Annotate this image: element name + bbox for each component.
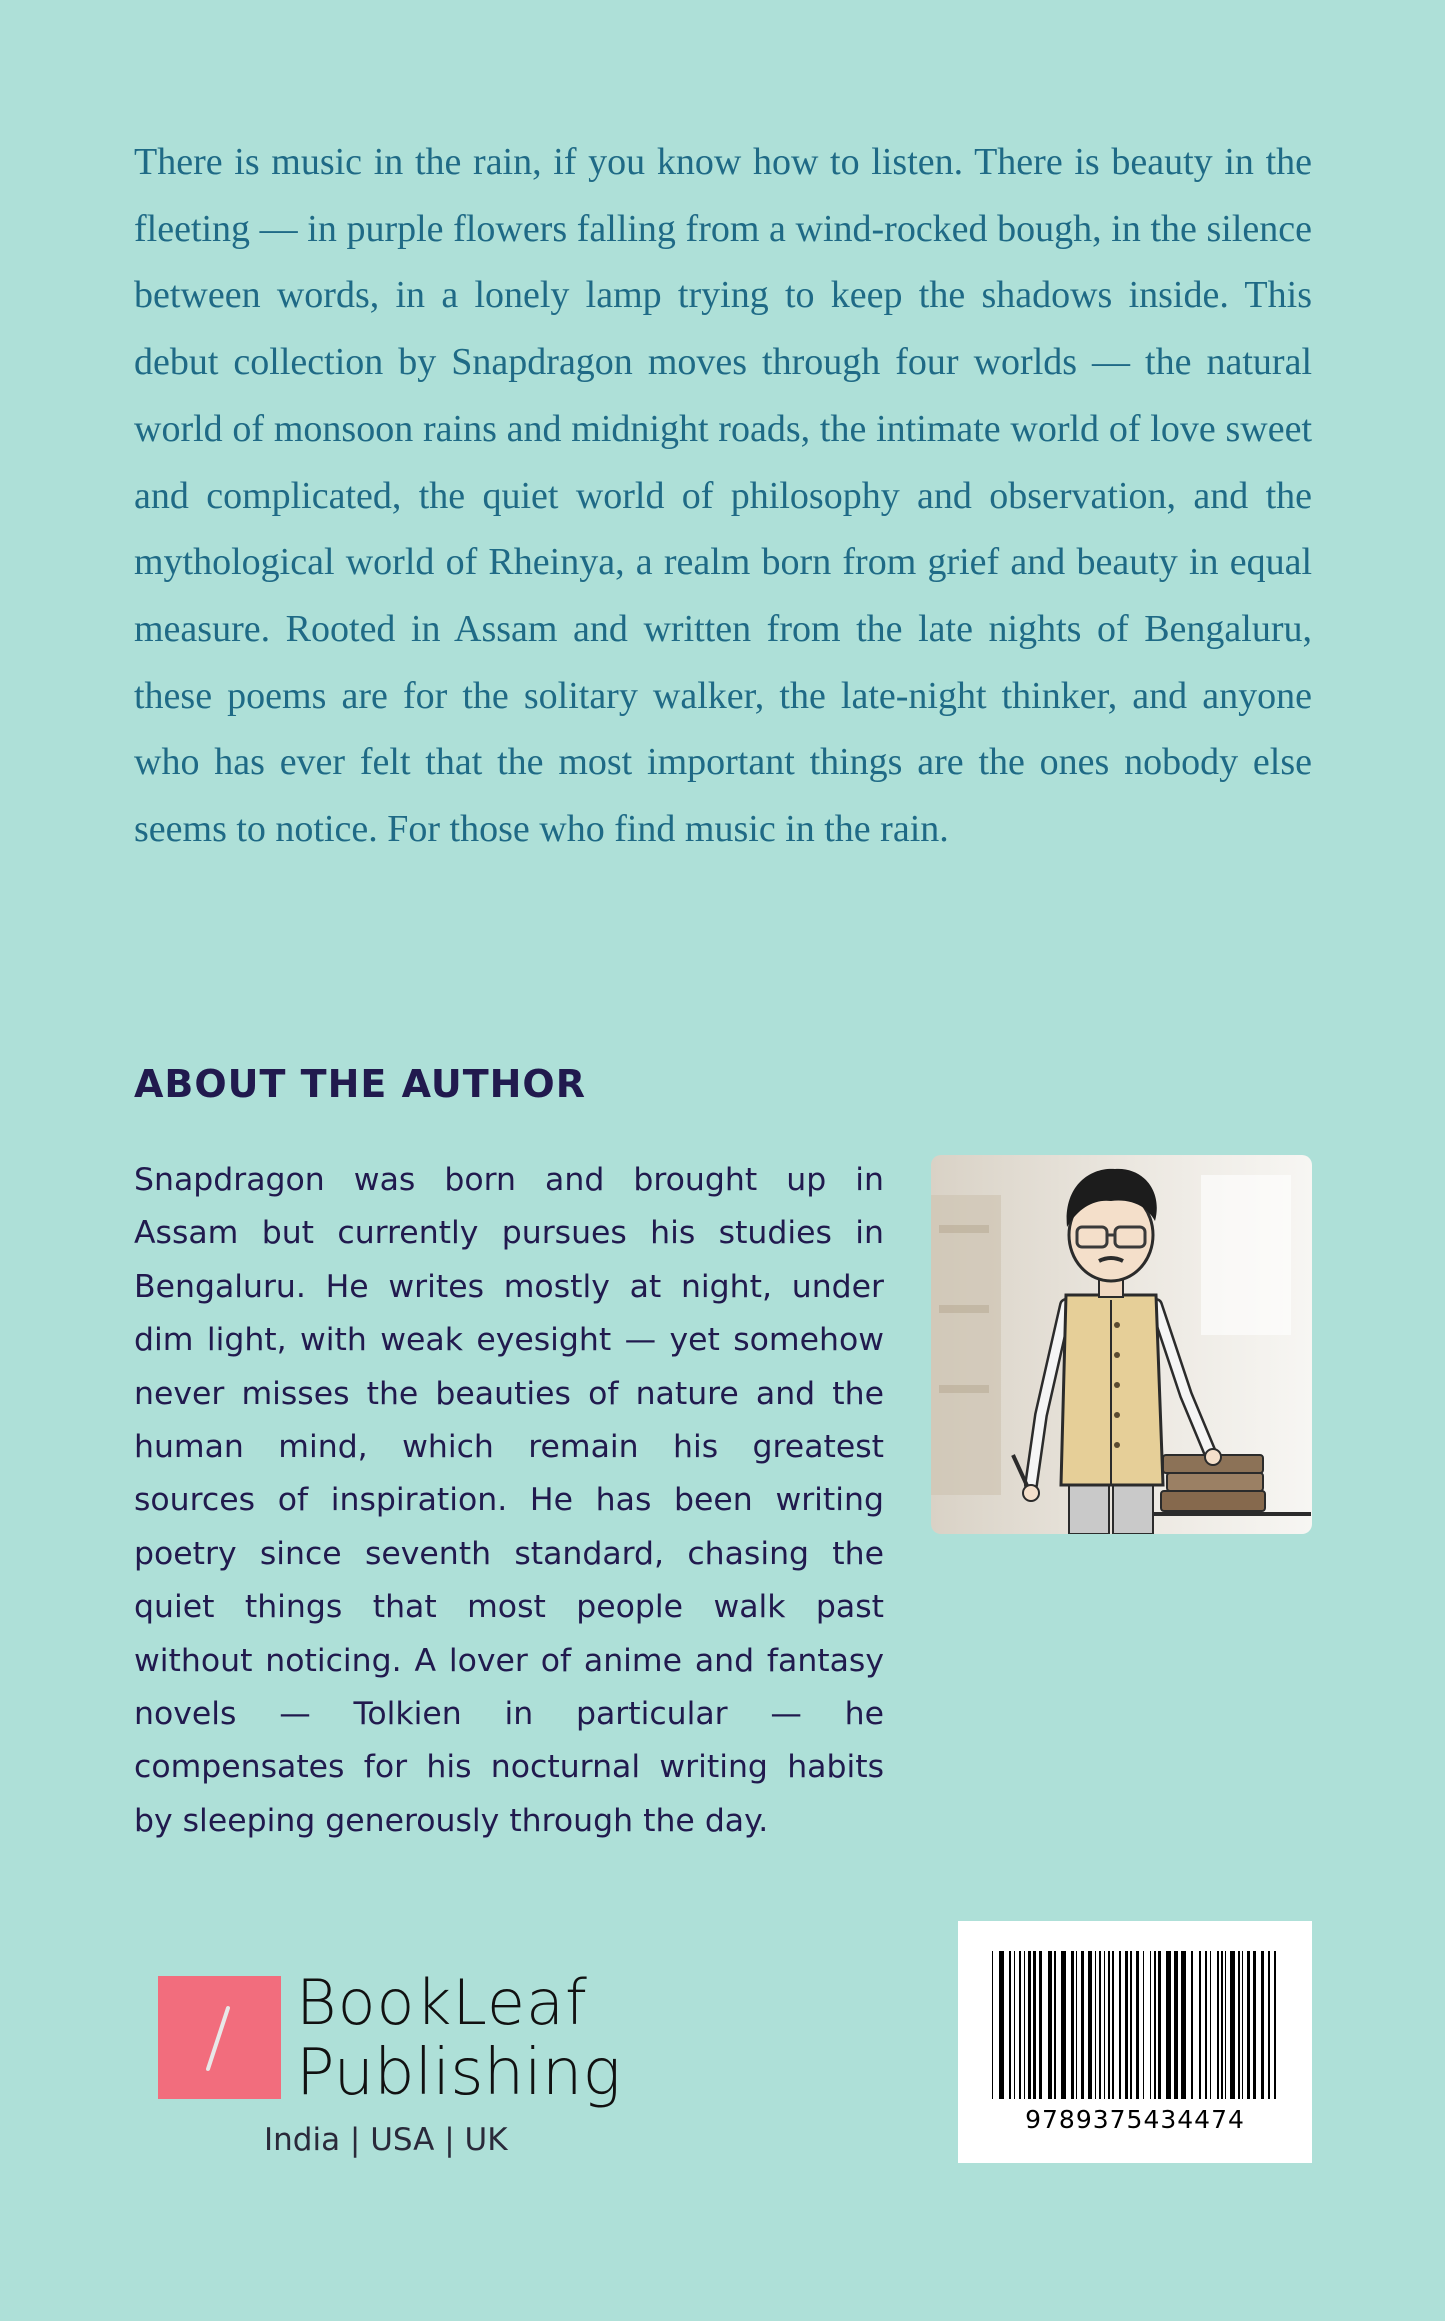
barcode-bar xyxy=(1221,1951,1223,2099)
barcode-bar xyxy=(1158,1951,1161,2099)
barcode-bar xyxy=(1225,1951,1226,2099)
barcode-bar xyxy=(1174,1951,1178,2099)
about-author-heading: ABOUT THE AUTHOR xyxy=(134,1062,586,1106)
barcode-bar xyxy=(1019,1951,1021,2099)
barcode-bar xyxy=(1071,1951,1074,2099)
barcode-bar xyxy=(1095,1951,1096,2099)
barcode-bar xyxy=(1054,1951,1056,2099)
barcode-bar xyxy=(1247,1951,1250,2099)
barcode-bar xyxy=(1150,1951,1151,2099)
barcode-bar xyxy=(1130,1951,1132,2099)
barcode-bar xyxy=(1181,1951,1186,2099)
barcode-bar xyxy=(1108,1951,1110,2099)
publisher-regions: India | USA | UK xyxy=(264,2122,508,2158)
barcode-bar xyxy=(1217,1951,1219,2099)
barcode-bar xyxy=(1261,1951,1264,2099)
publisher-name-line1: BookLeaf xyxy=(296,1966,588,2039)
barcode-bar xyxy=(1033,1951,1036,2099)
barcode-bar xyxy=(1088,1951,1092,2099)
barcode-bar xyxy=(1061,1951,1066,2099)
barcode-bar xyxy=(1028,1951,1031,2099)
barcode-bar xyxy=(999,1951,1004,2099)
barcode-bar xyxy=(1125,1951,1128,2099)
barcode-bar xyxy=(1081,1951,1084,2099)
barcode-bar xyxy=(1112,1951,1114,2099)
barcode-bar xyxy=(1154,1951,1156,2099)
barcode-bar xyxy=(1076,1951,1077,2099)
barcode-bar xyxy=(1242,1951,1243,2099)
barcode-bar xyxy=(1014,1951,1015,2099)
barcode-bar xyxy=(1268,1951,1270,2099)
barcode-bar xyxy=(1136,1951,1139,2099)
isbn-barcode xyxy=(958,1921,1312,2163)
barcode-bar xyxy=(1104,1951,1105,2099)
barcode-bar xyxy=(1210,1951,1211,2099)
barcode-bar xyxy=(1205,1951,1207,2099)
author-illustration xyxy=(931,1155,1312,1534)
barcode-bar xyxy=(1166,1951,1171,2099)
barcode-bars xyxy=(988,1951,1282,2099)
barcode-bar xyxy=(992,1951,993,2099)
barcode-bar xyxy=(1230,1951,1235,2099)
barcode-bar xyxy=(1119,1951,1121,2099)
barcode-bar xyxy=(1199,1951,1201,2099)
barcode-bar xyxy=(1274,1951,1276,2099)
barcode-bar xyxy=(1009,1951,1011,2099)
book-blurb: There is music in the rain, if you know how to listen. There is beauty in the fleeting — in purple flowers falling from a wind-rocked bough, in the silence between words, in a lonely lamp trying to keep the shadows inside. This debut collection by Snapdragon moves through four worlds — the natural world of monsoon rains and midnight roads, the intimate world of love sweet and complicated, the quiet world of philosophy and observation, and the mythological world of Rheinya, a realm born from grief and beauty in equal measure. Rooted in Assam and written from the late nights of Bengaluru, these poems are for the solitary walker, the late-night thinker, and anyone who has ever felt that the most important things are the ones nobody else seems to notice. For those who find music in the rain. xyxy=(134,141,1312,851)
publisher-name-line2: Publishing xyxy=(296,2036,621,2110)
barcode-bar xyxy=(1143,1951,1144,2099)
barcode-bar xyxy=(1238,1951,1240,2099)
publisher-logo-mark xyxy=(158,1976,281,2099)
isbn-number: 9789375434474 xyxy=(1025,2105,1245,2134)
barcode-bar xyxy=(1253,1951,1256,2099)
barcode-bar xyxy=(1191,1951,1193,2099)
barcode-bar xyxy=(1048,1951,1052,2099)
barcode-bar xyxy=(1099,1951,1101,2099)
barcode-bar xyxy=(1024,1951,1025,2099)
barcode-bar xyxy=(1039,1951,1042,2099)
author-bio: Snapdragon was born and brought up in Assam but currently pursues his studies in Bengaluru. He writes mostly at night, under dim light, with weak eyesight — yet somehow never misses the beauties of nature and the human mind, which remain his greatest sources of inspiration. He has been writing poetry since seventh standard, chasing the quiet things that most people walk past without noticing. A lover of anime and fantasy novels — Tolkien in particular — he compensates for his nocturnal writing habits by sleeping generously through the day. xyxy=(134,1162,884,1839)
